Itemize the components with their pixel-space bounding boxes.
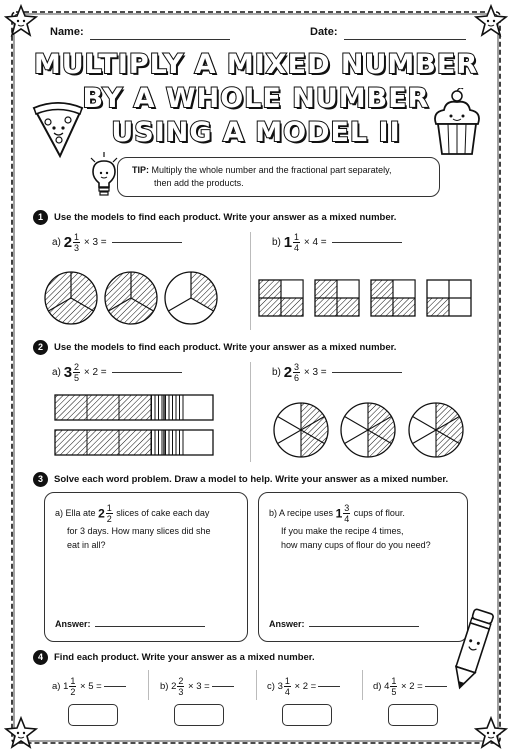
- answer-box[interactable]: [388, 704, 438, 726]
- circle-model-sixths: [341, 403, 395, 457]
- fraction: $\frac{3}{6}$: [294, 362, 300, 383]
- problem-label: a): [52, 237, 61, 249]
- problem-text: A recipe uses: [279, 507, 334, 518]
- whole-number: 2: [63, 234, 73, 251]
- circle-model-sixths: [274, 403, 328, 457]
- problem-label: c): [267, 681, 275, 693]
- section-3-number: 3: [33, 472, 48, 487]
- problem-2a: [52, 362, 182, 383]
- problem-4d: [373, 676, 447, 697]
- divider: [256, 670, 257, 700]
- answer-line[interactable]: [95, 626, 205, 627]
- operation: × 3 =: [83, 237, 107, 249]
- tip-label: TIP:: [132, 165, 149, 175]
- fraction: $\frac{1}{5}$: [391, 676, 397, 697]
- operation: × 3 =: [303, 367, 327, 379]
- fraction: $\frac{1}{2}$: [70, 676, 76, 697]
- problem-4a: [52, 676, 126, 697]
- fraction: $\frac{1}{3}$: [74, 232, 80, 253]
- problem-label: d): [373, 681, 382, 693]
- section-4-instruction: Find each product. Write your answer as a mixed number.: [54, 652, 315, 663]
- tip-text-line-1: Multiply the whole number and the fractional part separately,: [151, 165, 392, 175]
- problem-label: b): [160, 681, 169, 693]
- problem-text: eat in all?: [67, 540, 106, 550]
- fraction: $\frac{1}{2}$: [106, 503, 112, 524]
- section-4-number: 4: [33, 650, 48, 665]
- divider: [148, 670, 149, 700]
- section-1-number: 1: [33, 210, 48, 225]
- answer-box[interactable]: [282, 704, 332, 726]
- whole-number: 4: [384, 681, 390, 693]
- operation: × 4 =: [303, 237, 327, 249]
- problem-text: how many cups of flour do you need?: [281, 540, 431, 550]
- fraction: $\frac{1}{4}$: [294, 232, 300, 253]
- problem-text: If you make the recipe 4 times,: [281, 526, 404, 536]
- circle-model-thirds: [105, 272, 157, 324]
- page-title-line-1: MULTIPLY A MIXED NUMBER: [33, 49, 479, 80]
- problem-text: for 3 days. How many slices did she: [67, 526, 211, 536]
- answer-line[interactable]: [309, 626, 419, 627]
- whole-number: 2: [283, 364, 293, 381]
- whole-number: 3: [277, 681, 283, 693]
- bar-model: [55, 395, 213, 420]
- answer-box[interactable]: [174, 704, 224, 726]
- problem-4b: [160, 676, 234, 697]
- fraction: $\frac{2}{5}$: [74, 362, 80, 383]
- word-problem-a[interactable]: [44, 492, 248, 642]
- problem-2b: [272, 362, 402, 383]
- circle-model-sixths: [409, 403, 463, 457]
- whole-number: 2: [98, 506, 105, 521]
- answer-line[interactable]: [104, 686, 126, 687]
- answer-line[interactable]: [332, 372, 402, 373]
- whole-number: 1: [283, 234, 293, 251]
- fraction: $\frac{3}{4}$: [344, 503, 350, 524]
- page-title-line-3: USING A MODEL II: [111, 117, 401, 148]
- section-1-instruction: Use the models to find each product. Write your answer as a mixed number.: [54, 212, 397, 223]
- operation: × 2 =: [401, 681, 423, 693]
- bar-model: [55, 430, 213, 455]
- answer-line[interactable]: [212, 686, 234, 687]
- whole-number: 2: [171, 681, 177, 693]
- problem-label: a): [52, 681, 61, 693]
- answer-line[interactable]: [425, 686, 447, 687]
- page-title-line-2: BY A WHOLE NUMBER: [82, 83, 430, 114]
- operation: × 3 =: [188, 681, 210, 693]
- problem-label: b): [272, 237, 281, 249]
- grid-model-quarters: [371, 280, 415, 316]
- operation: × 5 =: [80, 681, 102, 693]
- problem-label: b): [269, 507, 278, 518]
- grid-model-quarters: [259, 280, 303, 316]
- word-problem-b[interactable]: [258, 492, 468, 642]
- operation: × 2 =: [294, 681, 317, 693]
- operation: × 2 =: [83, 367, 107, 379]
- answer-row: [269, 617, 419, 631]
- whole-number: 1: [335, 506, 343, 521]
- whole-number: 3: [63, 364, 73, 381]
- grid-model-quarters: [427, 280, 471, 316]
- name-label: Name:: [50, 26, 84, 38]
- fraction: $\frac{1}{4}$: [284, 676, 290, 697]
- section-2-number: 2: [33, 340, 48, 355]
- whole-number: 1: [63, 681, 69, 693]
- problem-label: b): [272, 367, 281, 379]
- date-label: Date:: [310, 26, 338, 38]
- problem-text: Ella ate: [65, 507, 96, 518]
- divider: [362, 670, 363, 700]
- tip-text-line-2: then add the products.: [154, 178, 244, 188]
- circle-model-thirds: [165, 272, 217, 324]
- fraction: $\frac{2}{3}$: [178, 676, 184, 697]
- answer-row: [55, 617, 205, 631]
- section-2-instruction: Use the models to find each product. Write your answer as a mixed number.: [54, 342, 397, 353]
- answer-box[interactable]: [68, 704, 118, 726]
- pencil-icon: [448, 604, 498, 696]
- section-3-instruction: Solve each word problem. Draw a model to help. Write your answer as a mixed number.: [54, 474, 449, 485]
- answer-line[interactable]: [112, 372, 182, 373]
- problem-4c: [267, 676, 340, 697]
- problem-label: a): [55, 507, 64, 518]
- problem-label: a): [52, 367, 61, 379]
- circle-model-thirds: [45, 272, 97, 324]
- problem-text: slices of cake each day: [116, 507, 210, 518]
- divider: [250, 362, 251, 462]
- answer-label: Answer:: [55, 619, 91, 629]
- problem-text: cups of flour.: [353, 507, 405, 518]
- answer-line[interactable]: [318, 686, 340, 687]
- grid-model-quarters: [315, 280, 359, 316]
- answer-label: Answer:: [269, 619, 305, 629]
